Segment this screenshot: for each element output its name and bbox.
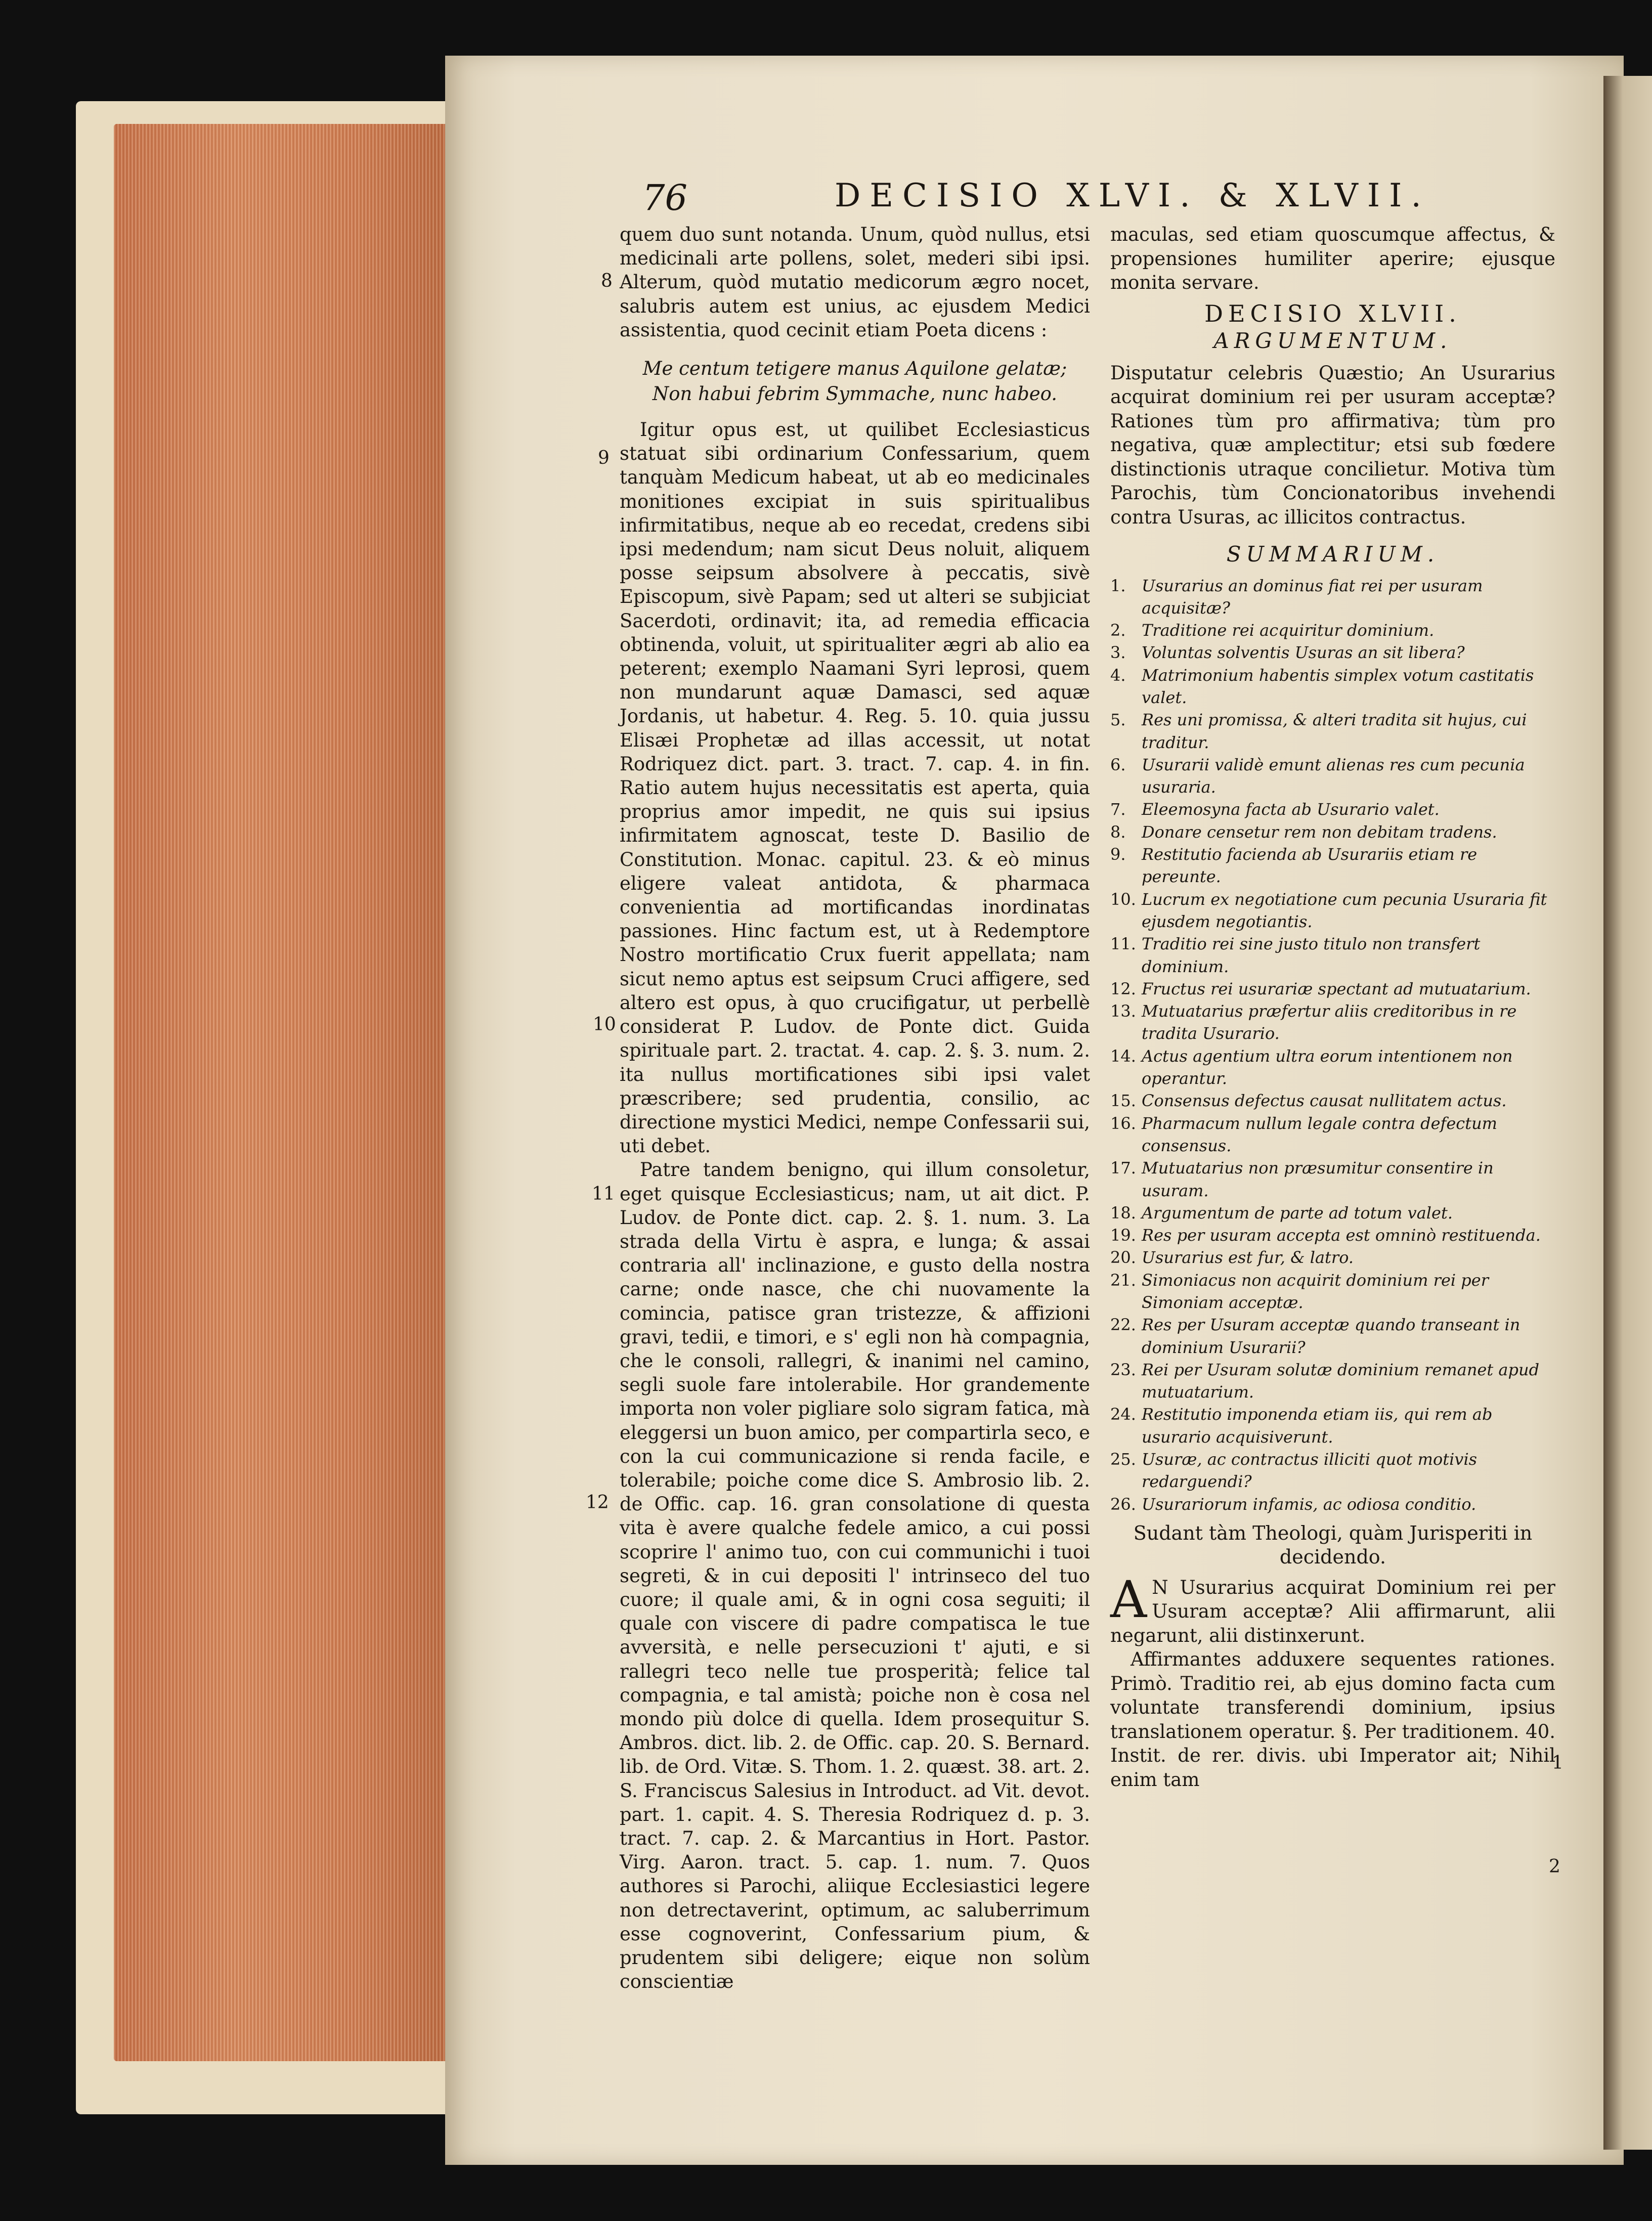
summarium-item-text: Mutuatarius præfertur aliis creditoribus in re tradita Usurario. [1142,1001,1517,1043]
summarium-item-number: 17. [1110,1158,1136,1178]
summarium-heading: SUMMARIUM. [1226,542,1440,567]
summarium-item-text: Res uni promissa, & alteri tradita sit hujus, cui traditur. [1142,710,1527,752]
paragraph: Affirmantes adduxere sequentes rationes. Primò. Traditio rei, ab ejus domino facta cum voluntate transferendi dominium, ipsius translationem operatur. §. Per traditionem. 40. Instit. de rer. divis. ubi Imperator ait; Nihil enim tam [1110,1648,1555,1791]
summarium-item [1110,709,1555,754]
summarium-item [1110,888,1555,933]
summarium-item-number: 7. [1110,800,1126,819]
summarium-item-number: 3. [1110,643,1126,663]
summarium-item-text: Lucrum ex negotiatione cum pecunia Usuraria fit ejusdem negotiantis. [1142,889,1547,931]
verse-quote [620,356,1090,407]
summarium-item-number: 18. [1110,1203,1136,1223]
margin-number: 12 [586,1492,609,1513]
page-header [642,177,1528,223]
summarium-item-number: 8. [1110,822,1126,842]
summarium-item-text: Usurariorum infamis, ac odiosa conditio. [1142,1494,1476,1514]
summarium-item-number: 6. [1110,755,1126,774]
summarium-item-number: 19. [1110,1226,1136,1245]
summarium-item [1110,1493,1555,1515]
summarium-item-text: Donare censetur rem non debitam tradens. [1142,822,1497,842]
margin-number: 9 [598,448,610,468]
summarium-item [1110,1314,1555,1359]
summarium-item-number: 24. [1110,1405,1136,1424]
decisio-heading: DECISIO XLVII. [1204,299,1461,327]
summarium-item-number: 15. [1110,1091,1136,1111]
summarium-item [1110,1403,1555,1448]
summarium-item [1110,1246,1555,1269]
verse-line: Non habui febrim Symmache, nunc habeo. [652,383,1058,405]
summarium-item-text: Usuræ, ac contractus illiciti quot motivis redarguendi? [1142,1450,1477,1492]
summarium-item-text: Restitutio facienda ab Usurariis etiam re pereunte. [1142,845,1477,887]
summarium-item-number: 13. [1110,1001,1136,1021]
margin-number: 8 [601,271,613,291]
summarium-item-text: Voluntas solventis Usuras an sit libera? [1142,643,1465,663]
summarium-item [1110,821,1555,843]
summarium-item-text: Pharmacum nullum legale contra defectum consensus. [1142,1113,1498,1155]
summarium-item-text: Restitutio imponenda etiam iis, qui rem ab usurario acquisiverunt. [1142,1405,1493,1447]
summarium-item [1110,1090,1555,1112]
margin-number: 10 [593,1014,616,1035]
summarium-item-number: 16. [1110,1113,1136,1133]
summarium-item-number: 11. [1110,934,1136,954]
argumentum-text: Disputatur celebris Quæstio; An Usurarius acquirat dominium rei per usuram acceptæ? Rationes tùm pro affirmativa; tùm pro negativa, quæ amplectitur; etsi sub fœdere distinctionis utraque concilietur. Motiva tùm Parochis, tùm Concionatoribus invehendi contra Usuras, ac illicitos contractus. [1110,362,1555,528]
summarium-item [1110,1448,1555,1493]
summarium-item [1110,619,1555,641]
summarium-item-text: Mutuatarius non præsumitur consentire in usuram. [1142,1158,1494,1200]
summarium-item-text: Rei per Usuram solutæ dominium remanet apud mutuatarium. [1142,1360,1540,1402]
summarium-item [1110,1112,1555,1157]
summarium-item-text: Fructus rei usurariæ spectant ad mutuatarium. [1142,979,1531,998]
summarium-item-number: 22. [1110,1315,1136,1335]
summarium-item [1110,1202,1555,1224]
summarium-list [1110,575,1555,1515]
summarium-item-text: Usurarii validè emunt alienas res cum pecunia usuraria. [1142,755,1525,797]
summarium-item-text: Actus agentium ultra eorum intentionem non operantur. [1142,1046,1513,1088]
drop-cap: A [1110,1570,1147,1629]
summarium-item-text: Usurarius est fur, & latro. [1142,1248,1354,1268]
summarium-item-text: Usurarius an dominus fiat rei per usuram acquisitæ? [1142,576,1483,618]
summarium-item [1110,843,1555,888]
summarium-item [1110,664,1555,709]
summarium-item-text: Argumentum de parte ad totum valet. [1142,1203,1453,1223]
paragraph-text: N Usurarius acquirat Dominium rei per Usuram acceptæ? Alii affirmarunt, alii negarunt, alii distinxerunt. [1110,1576,1555,1646]
summarium-item-number: 14. [1110,1046,1136,1066]
summarium-item-number: 10. [1110,889,1136,909]
summarium-item-text: Simoniacus non acquirit dominium rei per Simoniam acceptæ. [1142,1270,1489,1312]
summarium-item [1110,1045,1555,1090]
paragraph: Patre tandem benigno, qui illum consoletur, eget quisque Ecclesiasticus; nam, ut ait dict. P. Ludov. de Ponte dict. cap. 2. §. 1. num. 3. La strada della Virtu è aspra, e lunga; & assai contraria all' inclinazione, e gusto della nostra carne; onde nasce, che chi nuovamente la comincia, patisce gran tristezze, & affizioni gravi, tedii, e timori, e s' egli non hà compagnia, che le consoli, rallegri, & inanimi nel camino, segli suole fare intolerabile. Hor grandemente importa non voler pigliare solo sigram fatica, mà eleggersi un buon amico, per compartirla seco, e con la cui communicazione si renda facile, e tolerabile; poiche come dice S. Ambrosio lib. 2. de Offic. cap. 16. gran consolatione di questa vita è avere qualche fedele amico, a cui possi scoprire l' animo tuo, con cui communichi i tuoi segreti, & in cui depositi l' intrinseco del tuo cuore; il quale ami, & in ogni cosa seguiti; il quale con viscere di padre compatisca le tue avversità, e nelle persecuzioni t' ajuti, e si rallegri teco nelle tue prosperità; felice tal compagnia, e tal amistà; poiche non è cosa nel mondo più dolce di quella. Idem prosequitur S. Ambros. dict. lib. 2. de Offic. cap. 20. S. Bernard. lib. de Ord. Vitæ. S. Thom. 1. 2. quæst. 38. art. 2. S. Franciscus Salesius in Introduct. ad Vit. devot. part. 1. capit. 4. S. Theresia Rodriquez d. p. 3. tract. 7. cap. 2. & Marcantius in Hort. Pastor. Virg. Aaron. tract. 5. cap. 1. num. 7. Quos authores si Parochi, aliique Ecclesiastici legere non detrectaverint, optimum, ac saluberrimum esse cognoverint, Confessarium pium, & prudentem sibi deligere; eique non solùm conscientiæ [620,1159,1090,1993]
summarium-item-number: 23. [1110,1360,1136,1379]
summarium-item-text: Eleemosyna facta ab Usurario valet. [1142,800,1440,819]
right-column [1110,223,1555,1792]
summarium-item [1110,1224,1555,1246]
summarium-item-text: Matrimonium habentis simplex votum castitatis valet. [1142,665,1534,707]
paragraph: quem duo sunt notanda. Unum, quòd nullus, etsi medicinali arte pollens, solet, mederi sibi ipsi. Alterum, quòd mutatio medicorum ægro nocet, salubris autem est unius, ac ejusdem Medici assistentia, quod cecinit etiam Poeta dicens : [620,224,1090,341]
summarium-item [1110,933,1555,978]
running-title: DECISIO XLVI. & XLVII. [835,177,1430,214]
summarium-item [1110,798,1555,820]
summarium-item-number: 26. [1110,1494,1136,1514]
margin-number: 2 [1549,1856,1560,1877]
summarium-item-number: 25. [1110,1450,1136,1469]
summarium-item [1110,1269,1555,1314]
summarium-item-text: Res per Usuram acceptæ quando transeant in dominium Usurarii? [1142,1315,1520,1357]
left-column [620,223,1090,1993]
sudant-line: Sudant tàm Theologi, quàm Jurisperiti in decidendo. [1133,1521,1533,1569]
summarium-item [1110,1000,1555,1045]
summarium-item-text: Traditione rei acquiritur dominium. [1142,621,1434,640]
summarium-item-number: 2. [1110,621,1126,640]
summarium-item [1110,575,1555,620]
summarium-item [1110,978,1555,1000]
page-number: 76 [642,177,688,219]
summarium-item [1110,1359,1555,1404]
paragraph [1110,1570,1555,1648]
margin-number: 1 [1552,1753,1563,1773]
summarium-item [1110,754,1555,799]
summarium-item-number: 20. [1110,1248,1136,1268]
page-fore-edge [114,124,463,2061]
summarium-item-text: Traditio rei sine justo titulo non transfert dominium. [1142,934,1481,976]
summarium-item-number: 4. [1110,665,1126,685]
summarium-item-number: 12. [1110,979,1136,998]
summarium-item-number: 21. [1110,1270,1136,1290]
summarium-item-number: 1. [1110,576,1126,595]
verse-line: Me centum tetigere manus Aquilone gelatæ; [642,358,1067,380]
summarium-item-text: Consensus defectus causat nullitatem actus. [1142,1091,1507,1111]
margin-number: 11 [592,1184,615,1204]
summarium-item-text: Res per usuram accepta est omninò restituenda. [1142,1226,1541,1245]
summarium-item [1110,1157,1555,1202]
facing-page-edge [1603,76,1652,2150]
argumentum-heading: ARGUMENTUM. [1213,328,1452,353]
summarium-item-number: 5. [1110,710,1126,730]
paragraph: Igitur opus est, ut quilibet Ecclesiasticus statuat sibi ordinarium Confessarium, quem tanquàm Medicum habeat, ut ab eo medicinales monitiones excipiat in suis spiritualibus infirmitatibus, neque ab eo recedat, credens sibi ipsi medendum; nam sicut Deus noluit, aliquem posse seipsum absolvere à peccatis, sivè Episcopum, sivè Papam; sed ut alteri se subjiciat Sacerdoti, ordinavit; ita, ad remedia efficacia obtinenda, voluit, ut spiritualiter ægri ab alio ea peterent; exemplo Naamani Syri leprosi, quem non mundarunt aquæ Damasci, sed aquæ Jordanis, ut habetur. 4. Reg. 5. 10. quia jussu Elisæi Prophetæ ad illas accessit, ut notat Rodriquez dict. part. 3. tract. 7. cap. 4. in fin. Ratio autem hujus necessitatis est aperta, quia proprius amor impedit, ne quis sui ipsius infirmitatem agnoscat, teste D. Basilio de Constitution. Monac. capitul. 23. & eò minus eligere valeat antidota, & pharmaca convenientia ad mortificandas inordinatas passiones. Hinc factum est, ut à Redemptore Nostro mortificatio Crux fuerit appellata; nam sicut nemo aptus est seipsum Cruci affigere, sed altero est opus, à quo crucifigatur, ut perbellè considerat P. Ludov. de Ponte dict. Guida spirituale part. 2. tractat. 4. cap. 2. §. 3. num. 2. ita nullus mortificationes sibi ipsi valet præscribere; sed prudentia, consilio, ac directione mystici Medici, nempe Confessarii sui, uti debet. [620,419,1090,1157]
summarium-item [1110,641,1555,664]
paragraph: maculas, sed etiam quoscumque affectus, & propensiones humiliter aperire; ejusque monita servare. [1110,224,1555,293]
summarium-item-number: 9. [1110,845,1126,864]
